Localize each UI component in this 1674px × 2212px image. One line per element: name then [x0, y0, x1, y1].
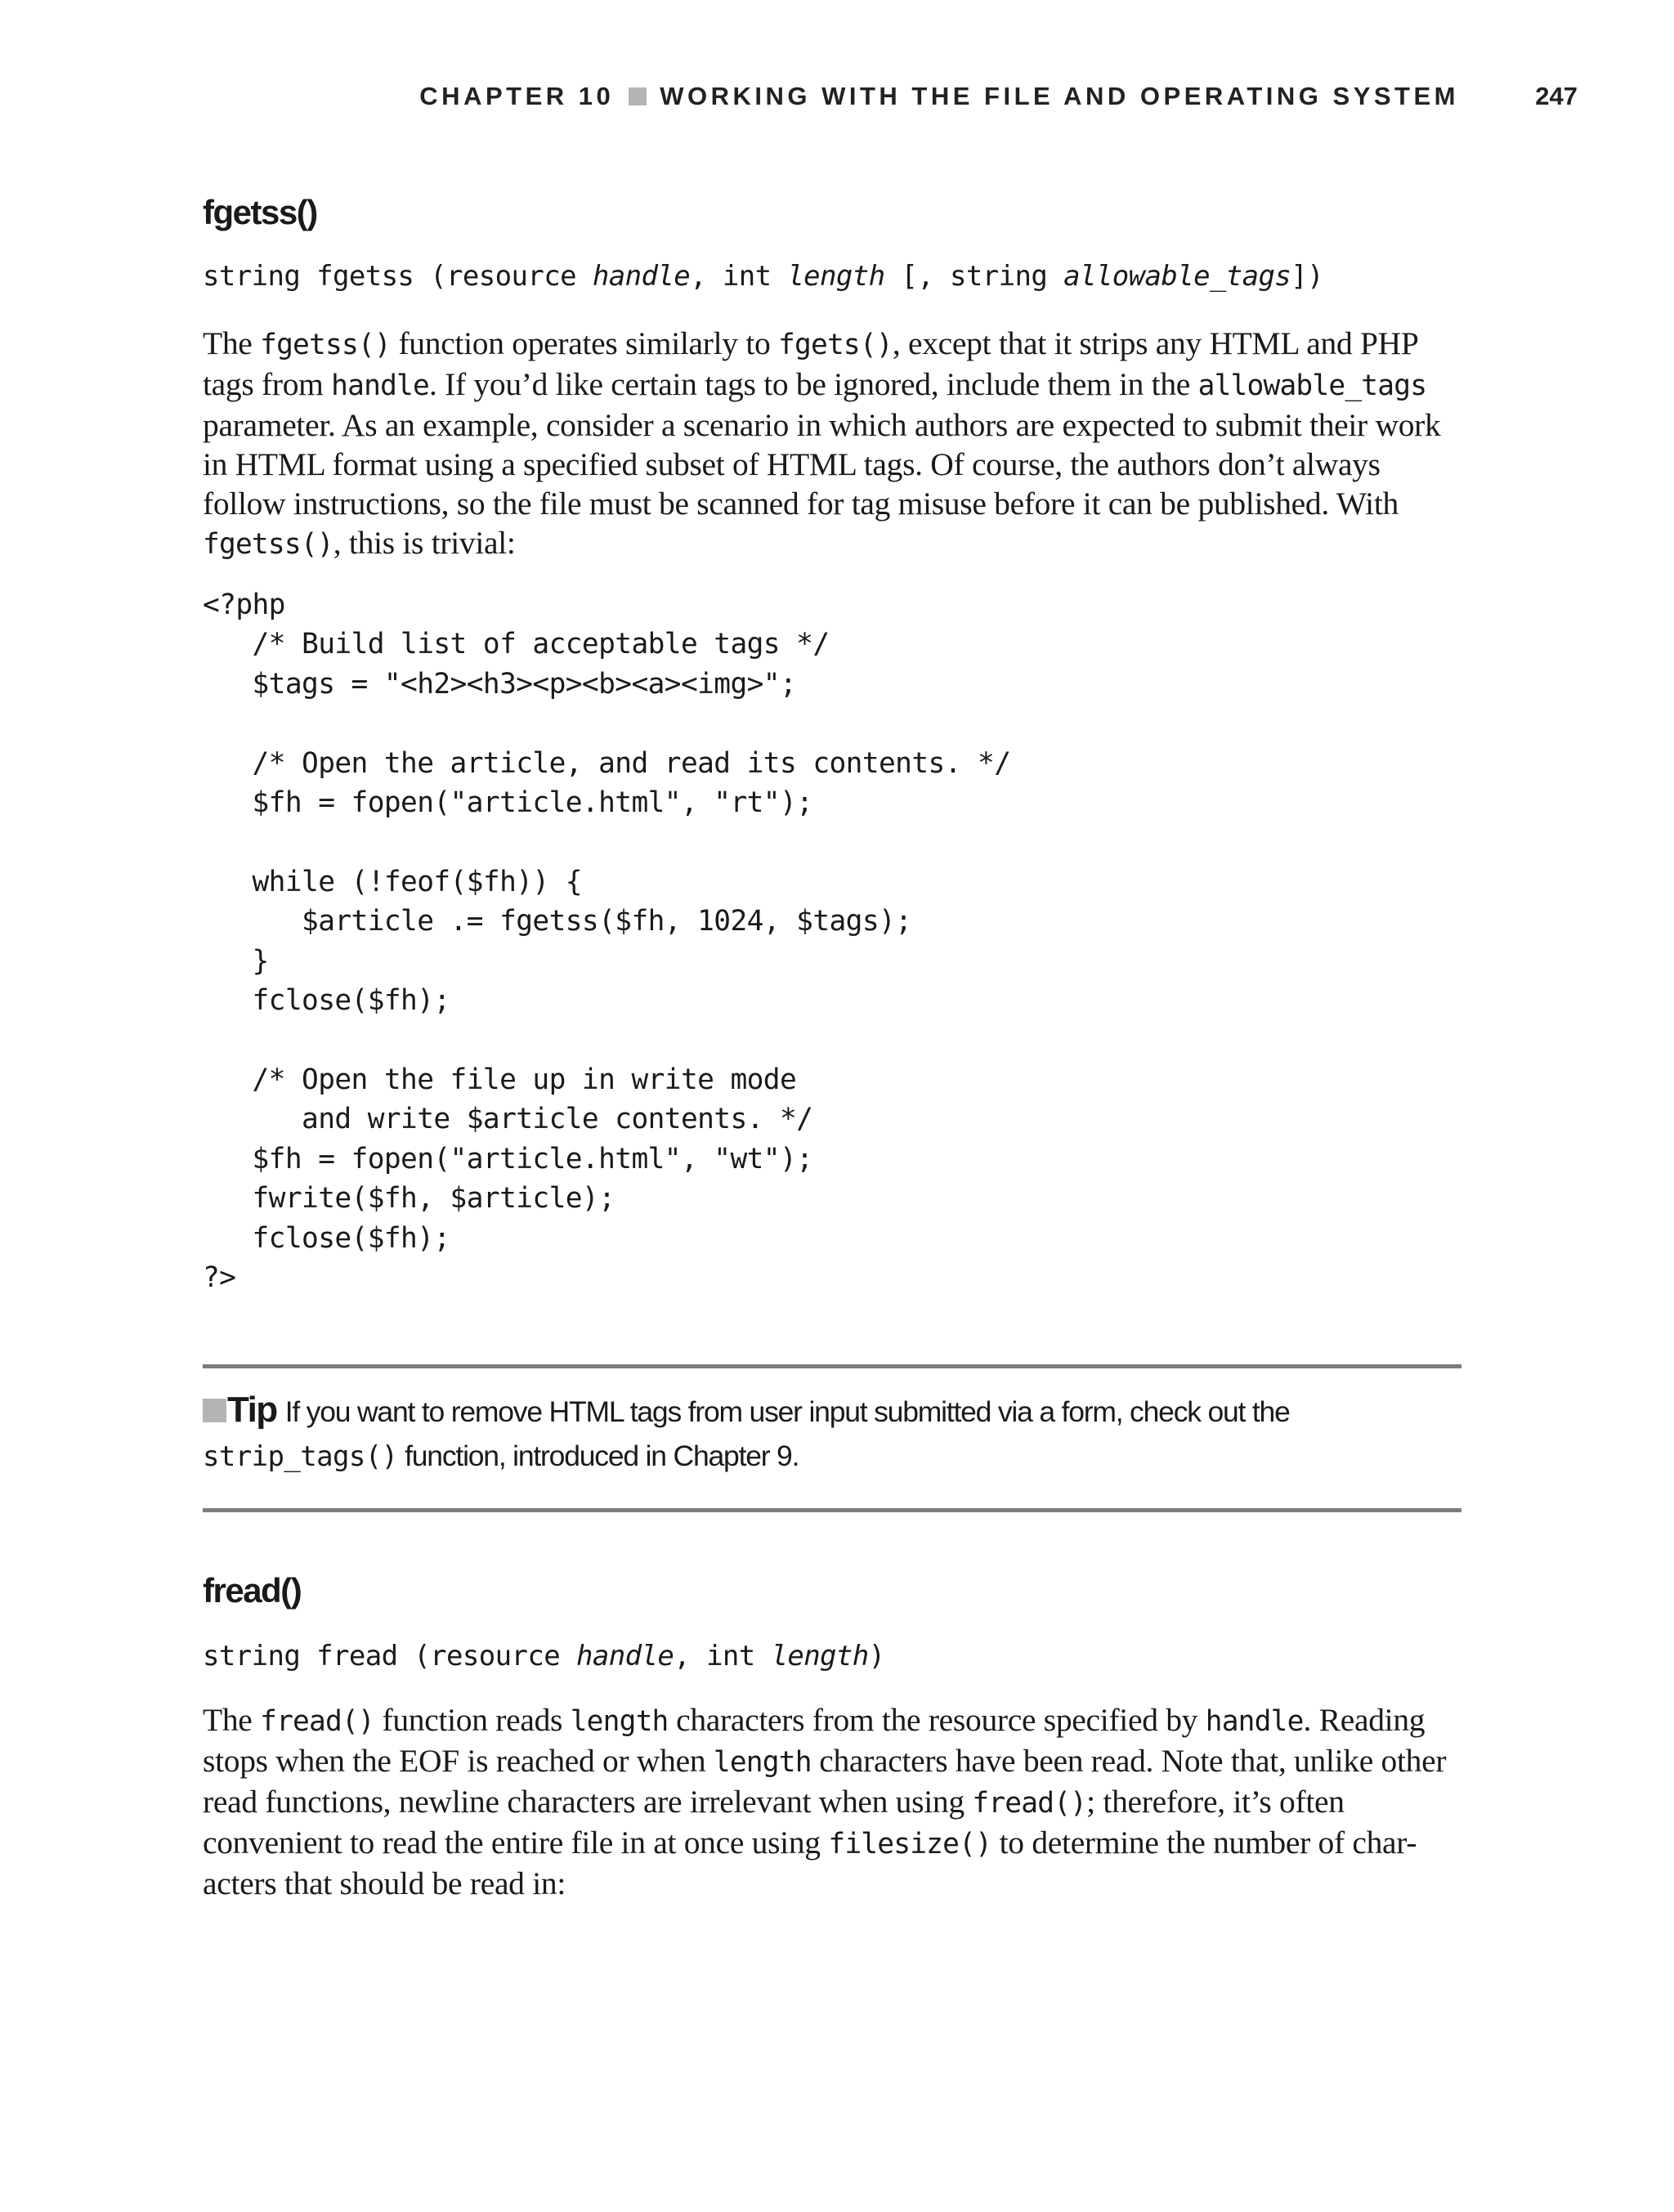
text: to determine the number of char-acters that should be read in: — [203, 1825, 1417, 1901]
text: . If you’d like certain tags to be ignored, include them in the — [429, 366, 1198, 402]
tip-label: Tip — [227, 1390, 277, 1430]
tip-text: function, introduced in Chapter 9. — [397, 1440, 799, 1472]
inline-code: fgets() — [778, 329, 893, 361]
chapter-number: CHAPTER 10 — [419, 82, 615, 110]
fgetss-signature — [203, 260, 1461, 293]
tip-top-rule — [203, 1364, 1461, 1368]
inline-code: handle — [331, 369, 429, 402]
square-bullet-icon — [203, 1399, 226, 1422]
tip-box — [203, 1388, 1461, 1479]
sig-text: [, string — [884, 260, 1064, 293]
fread-signature — [203, 1640, 1461, 1672]
fread-paragraph — [203, 1700, 1461, 1903]
text: , this is trivial: — [333, 525, 516, 561]
code-block: <?php /* Build list of acceptable tags */ $tags = "<h2><h3><p><b><a><img>"; /* Open the article, and read its contents. */ $fh = fopen("article.html", "rt"); while (!feof($fh)) { $article .= fgetss($fh, 1024, $tags); } fclose($fh); /* Open the file up in write mode and write $article contents. */ $fh = fopen("article.html", "wt"); fwrite($fh, $article); fclose($fh); ?> — [203, 589, 1011, 1294]
tip-text: If you want to remove HTML tags from user input submitted via a form, check out the — [284, 1395, 1290, 1428]
inline-code: fread() — [260, 1705, 374, 1738]
chapter-title — [419, 82, 1459, 111]
inline-code: filesize() — [828, 1828, 992, 1860]
fread-section — [203, 1571, 1461, 1610]
text: ; therefore, it’s often convenient to read the entire file in at once using — [203, 1784, 1345, 1860]
sig-text: ) — [868, 1640, 885, 1672]
inline-code: fread() — [972, 1787, 1087, 1820]
text: parameter. As an example, consider a scenario in which authors are expected to submit their work in HTML format using a specified subset of HTML tags. Of course, the authors don’t always follow instructions, so the file must be scanned for tag misuse before it can be published. With — [203, 407, 1441, 522]
tip-bottom-rule — [203, 1508, 1461, 1512]
sig-param-allowable-tags: allowable_tags — [1063, 260, 1291, 293]
inline-code: handle — [1205, 1705, 1304, 1738]
fgetss-section — [203, 193, 1461, 232]
running-header — [0, 82, 1674, 118]
sig-text: string fread (resource — [203, 1640, 577, 1672]
text: The — [203, 325, 261, 361]
fgetss-code-listing — [203, 585, 1461, 1297]
inline-code: strip_tags() — [203, 1440, 398, 1473]
inline-code: length — [713, 1746, 812, 1779]
inline-code: length — [570, 1705, 669, 1738]
sig-text: ]) — [1291, 260, 1324, 293]
sig-param-handle: handle — [592, 260, 691, 293]
inline-code: fgetss() — [260, 329, 391, 361]
chapter-name: WORKING WITH THE FILE AND OPERATING SYSTEM — [660, 82, 1459, 110]
fgetss-description — [203, 324, 1461, 564]
sig-text: , int — [690, 260, 788, 293]
sig-param-length: length — [787, 260, 885, 293]
fread-description — [203, 1700, 1461, 1903]
fgetss-paragraph — [203, 324, 1461, 564]
page-number: 247 — [1535, 82, 1578, 110]
text: function reads — [374, 1702, 571, 1738]
sig-param-length: length — [771, 1640, 869, 1672]
text: function operates similarly to — [390, 325, 779, 361]
sig-text: string fgetss (resource — [203, 260, 593, 293]
fgetss-heading: fgetss() — [203, 193, 317, 231]
sig-param-handle: handle — [576, 1640, 674, 1672]
fread-heading: fread() — [203, 1571, 302, 1610]
text: characters from the resource specified by — [668, 1702, 1206, 1738]
text: . Reading stops when the EOF is reached or when — [203, 1702, 1426, 1779]
inline-code: fgetss() — [203, 528, 333, 561]
inline-code: allowable_tags — [1197, 369, 1427, 402]
text: The — [203, 1702, 261, 1738]
text: , except that it strips any HTML and PHP tags from — [203, 325, 1418, 402]
square-bullet-icon — [629, 87, 647, 105]
sig-text: , int — [674, 1640, 772, 1672]
text: characters have been read. Note that, unlike other read functions, newline characters are irrelevant when using — [203, 1743, 1447, 1820]
